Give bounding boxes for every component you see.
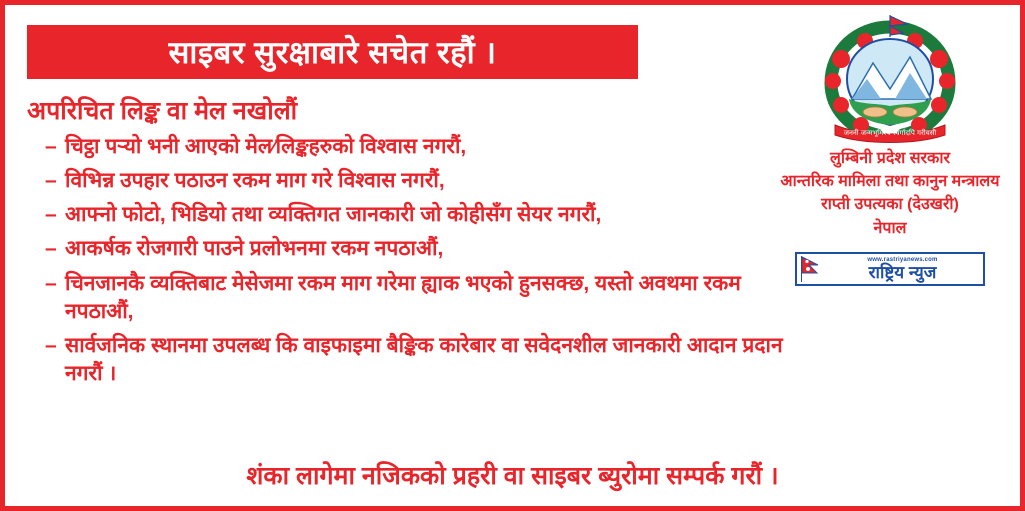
list-item-text: आफ्नो फोटो, भिडियो तथा व्यक्तिगत जानकारी जो कोहीसँग सेयर नगरौं, <box>65 203 602 227</box>
org-line-4: नेपाल <box>873 219 907 237</box>
advice-list <box>45 133 795 394</box>
list-item-text: चिनजानकै व्यक्तिबाट मेसेजमा रकम माग गरेमा ह्याक भएको हुनसक्छ, यस्तो अवथमा रकम नपठाऔं, <box>65 271 741 323</box>
dash-icon: – <box>45 237 57 261</box>
news-badge-label: राष्ट्रिय न्युज <box>868 262 937 282</box>
dash-icon: – <box>45 333 57 357</box>
title-banner <box>25 23 640 81</box>
svg-text:जननी जन्मभूमिश्च स्वर्गादपि गर: जननी जन्मभूमिश्च स्वर्गादपि गरीयसी <box>843 129 937 137</box>
list-item-text: आकर्षक रोजगारी पाउने प्रलोभनमा रकम नपठाऔं, <box>65 237 444 261</box>
list-item <box>45 235 795 263</box>
org-line-1: लुम्बिनी प्रदेश सरकार <box>829 150 951 167</box>
org-line-2: आन्तरिक मामिला तथा कानुन मन्त्रालय <box>780 173 1000 191</box>
list-item-text: विभिन्न उपहार पठाउन रकम माग गरे विश्वास नगरौं, <box>65 169 445 193</box>
dash-icon: – <box>45 169 57 193</box>
news-badge-text <box>826 257 983 281</box>
dash-icon: – <box>45 135 57 158</box>
list-item <box>45 133 795 161</box>
list-item-text: सार्वजनिक स्थानमा उपलब्ध कि वाइफाइमा बैङ्कि‌क कारेबार वा सवेदनशील जानकारी आदान प्रदान नगरौं । <box>65 333 783 385</box>
organization-lines <box>774 147 1006 240</box>
subtitle: अपरिचित लिङ्क वा मेल नखोलौं <box>27 97 298 125</box>
dash-icon: – <box>45 203 57 227</box>
nepal-flag-icon <box>798 254 826 284</box>
list-item-text: चिट्ठा पर्‍यो भनी आएको मेल⁄लिङ्कहरुको विश्वास नगरौं, <box>65 135 467 158</box>
news-badge-url: www.rastriyanews.com <box>867 256 938 263</box>
list-item <box>45 201 795 229</box>
list-item <box>45 167 795 195</box>
news-logo-badge <box>795 252 985 286</box>
list-item <box>45 332 795 388</box>
footer-message: शंका लागेमा नजिकको प्रहरी वा साइबर ब्युरोमा सम्पर्क गरौं । <box>246 462 779 490</box>
nepal-government-emblem-icon <box>795 13 985 143</box>
list-item <box>45 270 795 326</box>
org-line-3: राप्ती उपत्यका (देउखरी) <box>821 196 959 214</box>
page-title: साइबर सुरक्षाबारे सचेत रहौं । <box>168 35 497 70</box>
dash-icon: – <box>45 271 57 295</box>
organization-block <box>774 13 1006 286</box>
